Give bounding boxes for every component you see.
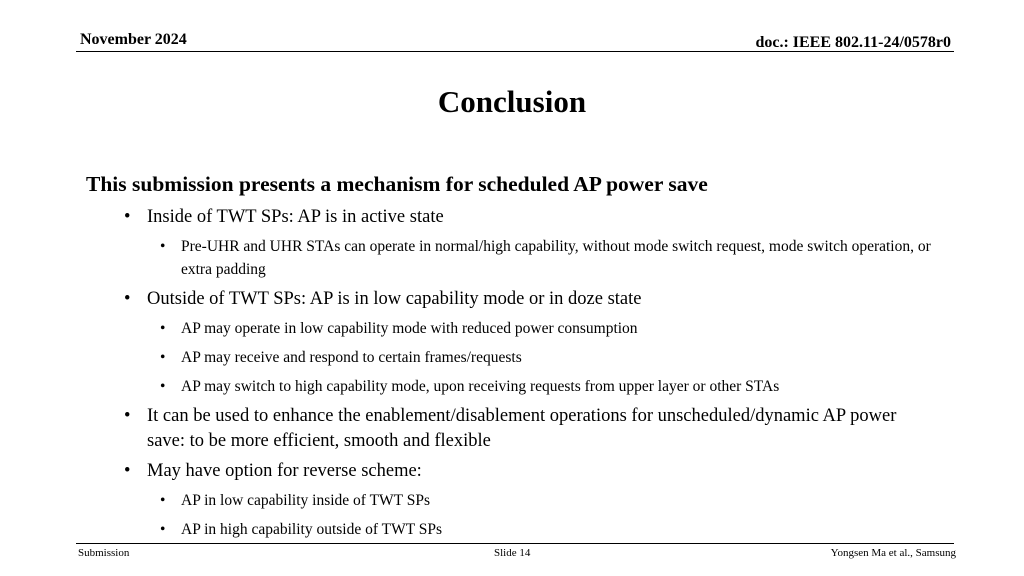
bullet-icon: • [160,320,166,337]
slide-title: Conclusion [437,84,587,119]
sub-bullet-item [86,235,941,281]
bullet-item [86,287,946,312]
sub-bullet-item [86,489,946,512]
bullet-icon: • [124,461,131,481]
sub-bullet-item [86,317,946,340]
bullet-item [86,459,946,484]
bullet-icon: • [160,238,166,255]
bullet-icon: • [160,349,166,366]
sub-bullet-item [86,518,946,541]
sub-bullet-text: AP may receive and respond to certain frames/requests [181,349,522,366]
bullet-text: It can be used to enhance the enablement/disablement operations for unscheduled/dynamic AP power save: to be more efficient, smooth and flexible [147,406,897,451]
bullet-icon: • [160,378,166,395]
body-heading: This submission presents a mechanism for scheduled AP power save [86,172,708,196]
footer-divider [76,543,954,544]
bullet-text: May have option for reverse scheme: [147,461,422,481]
sub-bullet-item [86,375,946,398]
sub-bullet-text: Pre-UHR and UHR STAs can operate in normal/high capability, without mode switch request, mode switch operation, or extra padding [181,238,931,278]
bullet-icon: • [160,492,166,509]
sub-bullet-text: AP may switch to high capability mode, upon receiving requests from upper layer or other STAs [181,378,780,395]
bullet-item [86,205,946,230]
footer-slide-number: Slide 14 [494,547,531,559]
sub-bullet-text: AP may operate in low capability mode with reduced power consumption [181,320,638,337]
sub-bullet-item [86,346,946,369]
bullet-text: Outside of TWT SPs: AP is in low capability mode or in doze state [147,289,642,309]
sub-bullet-text: AP in low capability inside of TWT SPs [181,492,430,509]
bullet-icon: • [124,289,131,309]
header-doc-id: doc.: IEEE 802.11-24/0578r0 [755,34,951,51]
footer-submission: Submission [78,547,130,559]
bullet-icon: • [160,521,166,538]
header-date: November 2024 [80,31,187,48]
footer-authors: Yongsen Ma et al., Samsung [830,547,956,559]
slide-body [86,172,946,547]
bullet-text: Inside of TWT SPs: AP is in active state [147,207,444,227]
sub-bullet-text: AP in high capability outside of TWT SPs [181,521,443,538]
header-divider [76,51,954,52]
bullet-item [86,404,937,454]
bullet-icon: • [124,207,131,227]
bullet-icon: • [124,406,131,426]
